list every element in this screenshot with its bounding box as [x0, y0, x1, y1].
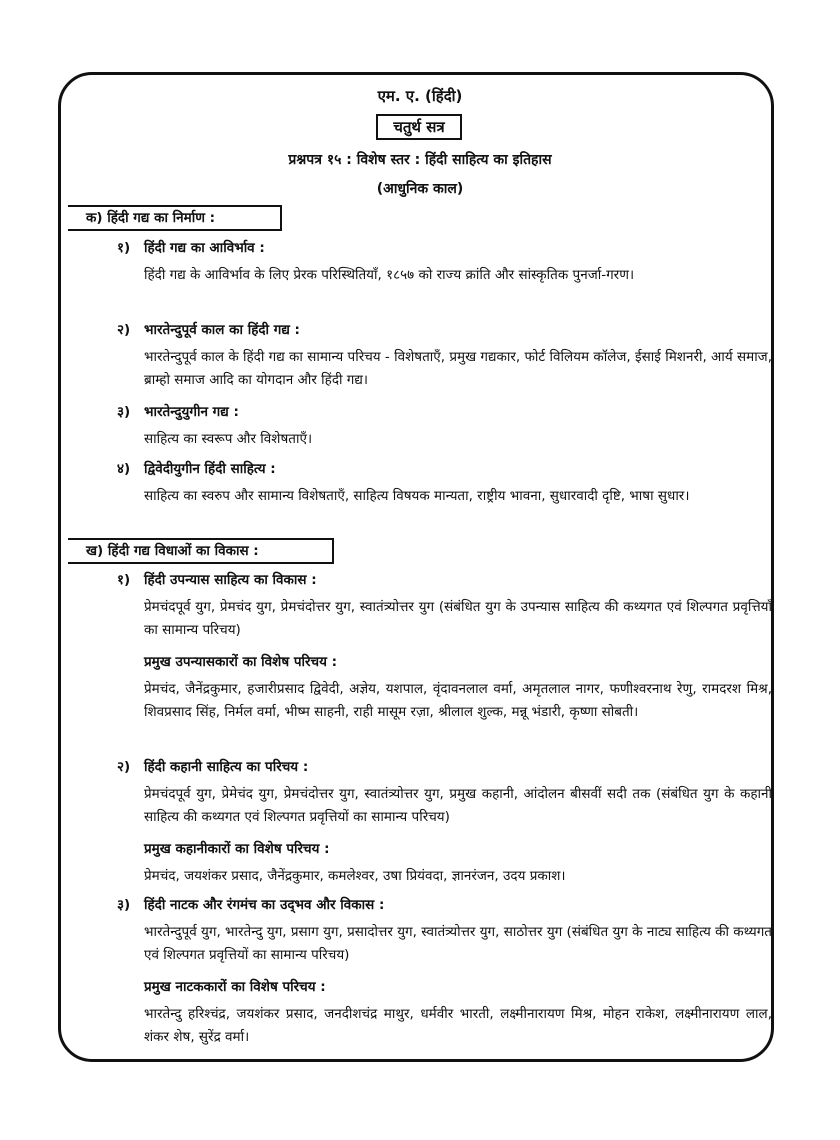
semester-box: चतुर्थ सत्र	[376, 114, 462, 140]
item-subbody: भारतेन्दु हरिश्चंद्र, जयशंकर प्रसाद, जनदीशचंद्र माथुर, धर्मवीर भारती, लक्ष्मीनारायण मिश्र, मोहन राकेश, लक्ष्मीनारायण लाल, शंकर शेष, सुरेंद्र वर्मा।	[144, 1006, 772, 1045]
item-title: हिंदी कहानी साहित्य का परिचय :	[144, 759, 309, 775]
item-title: द्विवेदीयुगीन हिंदी साहित्य :	[144, 461, 276, 477]
item-title: हिंदी नाटक और रंगमंच का उद्‌भव और विकास :	[144, 897, 385, 913]
item-body: हिंदी गद्य के आविर्भाव के लिए प्रेरक परिस्थितियाँ, १८५७ को राज्य क्रांति और सांस्कृतिक पुनर्जा-गरण।	[144, 267, 635, 283]
item-number: २)	[117, 759, 131, 775]
item-body: भारतेन्दुपूर्व काल के हिंदी गद्य का सामान्य परिचय - विशेषताएँ, प्रमुख गद्यकार, फोर्ट विलियम कॉलेज, ईसाई मिशनरी, आर्य समाज, ब्राम्हो समाज आदि का योगदान और हिंदी गद्य।	[144, 349, 772, 388]
course-title: एम. ए. (हिंदी)	[377, 87, 463, 105]
item-body: साहित्य का स्वरूप और विशेषताएँ।	[144, 431, 313, 447]
item-title: हिंदी गद्य का आविर्भाव :	[144, 240, 265, 256]
item-subheading: प्रमुख उपन्यासकारों का विशेष परिचय :	[144, 654, 338, 670]
item-body: भारतेन्दुपूर्व युग, भारतेन्दु युग, प्रसाग युग, प्रसादोत्तर युग, स्वातंत्र्योत्तर युग, साठोत्तर युग (संबंधित युग के नाट्य साहित्य की कथ्यगत एवं शिल्पगत प्रवृत्तियों का सामान्य परिचय)	[144, 924, 772, 963]
item-title: भारतेन्दुयुगीन गद्य :	[144, 404, 239, 420]
item-subheading: प्रमुख कहानीकारों का विशेष परिचय :	[144, 841, 330, 857]
section-heading-ka: क) हिंदी गद्य का निर्माण :	[68, 205, 282, 231]
item-subbody: प्रेमचंद, जैनेंद्रकुमार, हजारीप्रसाद द्विवेदी, अज्ञेय, यशपाल, वृंदावनलाल वर्मा, अमृतलाल नागर, फणीश्वरनाथ रेणु, रामदरश मिश्र, शिवप्रसाद सिंह, निर्मल वर्मा, भीष्म साहनी, राही मासूम रज़ा, श्रीलाल शुल्क, मन्नू भंडारी, कृष्णा सोबती।	[144, 681, 772, 720]
item-number: ४)	[117, 461, 131, 477]
item-number: १)	[117, 240, 131, 256]
item-subheading: प्रमुख नाटककारों का विशेष परिचय :	[144, 979, 326, 995]
item-subbody: प्रेमचंद, जयशंकर प्रसाद, जैनेंद्रकुमार, कमलेश्वर, उषा प्रियंवदा, ज्ञानरंजन, उदय प्रकाश।	[144, 868, 566, 884]
item-body: प्रेमचंदपूर्व युग, प्रेमचंद युग, प्रेमचंदोत्तर युग, स्वातंत्र्योत्तर युग (संबंधित युग के उपन्यास साहित्य की कथ्यगत एवं शिल्पगत प्रवृत्तियाँ का सामान्य परिचय)	[144, 599, 772, 638]
item-number: ३)	[117, 897, 131, 913]
paper-title: प्रश्नपत्र १५ : विशेष स्तर : हिंदी साहित्य का इतिहास	[288, 152, 552, 168]
item-number: २)	[117, 322, 131, 338]
item-number: १)	[117, 572, 131, 588]
period-subtitle: (आधुनिक काल)	[376, 181, 464, 197]
section-heading-kha: ख) हिंदी गद्य विधाओं का विकास :	[68, 538, 334, 564]
item-number: ३)	[117, 404, 131, 420]
item-title: हिंदी उपन्यास साहित्य का विकास :	[144, 572, 317, 588]
item-body: साहित्य का स्वरुप और सामान्य विशेषताएँ, साहित्य विषयक मान्यता, राष्ट्रीय भावना, सुधारवादी दृष्टि, भाषा सुधार।	[144, 488, 690, 504]
item-title: भारतेन्दुपूर्व काल का हिंदी गद्य :	[144, 322, 300, 338]
item-body: प्रेमचंदपूर्व युग, प्रेमेचंद युग, प्रेमचंदोत्तर युग, स्वातंत्र्योत्तर युग, प्रमुख कहानी, आंदोलन बीसवीं सदी तक (संबंधित युग के कहानी साहित्य की कथ्यगत एवं शिल्पगत प्रवृत्तियों का सामान्य परिचय)	[144, 786, 772, 825]
